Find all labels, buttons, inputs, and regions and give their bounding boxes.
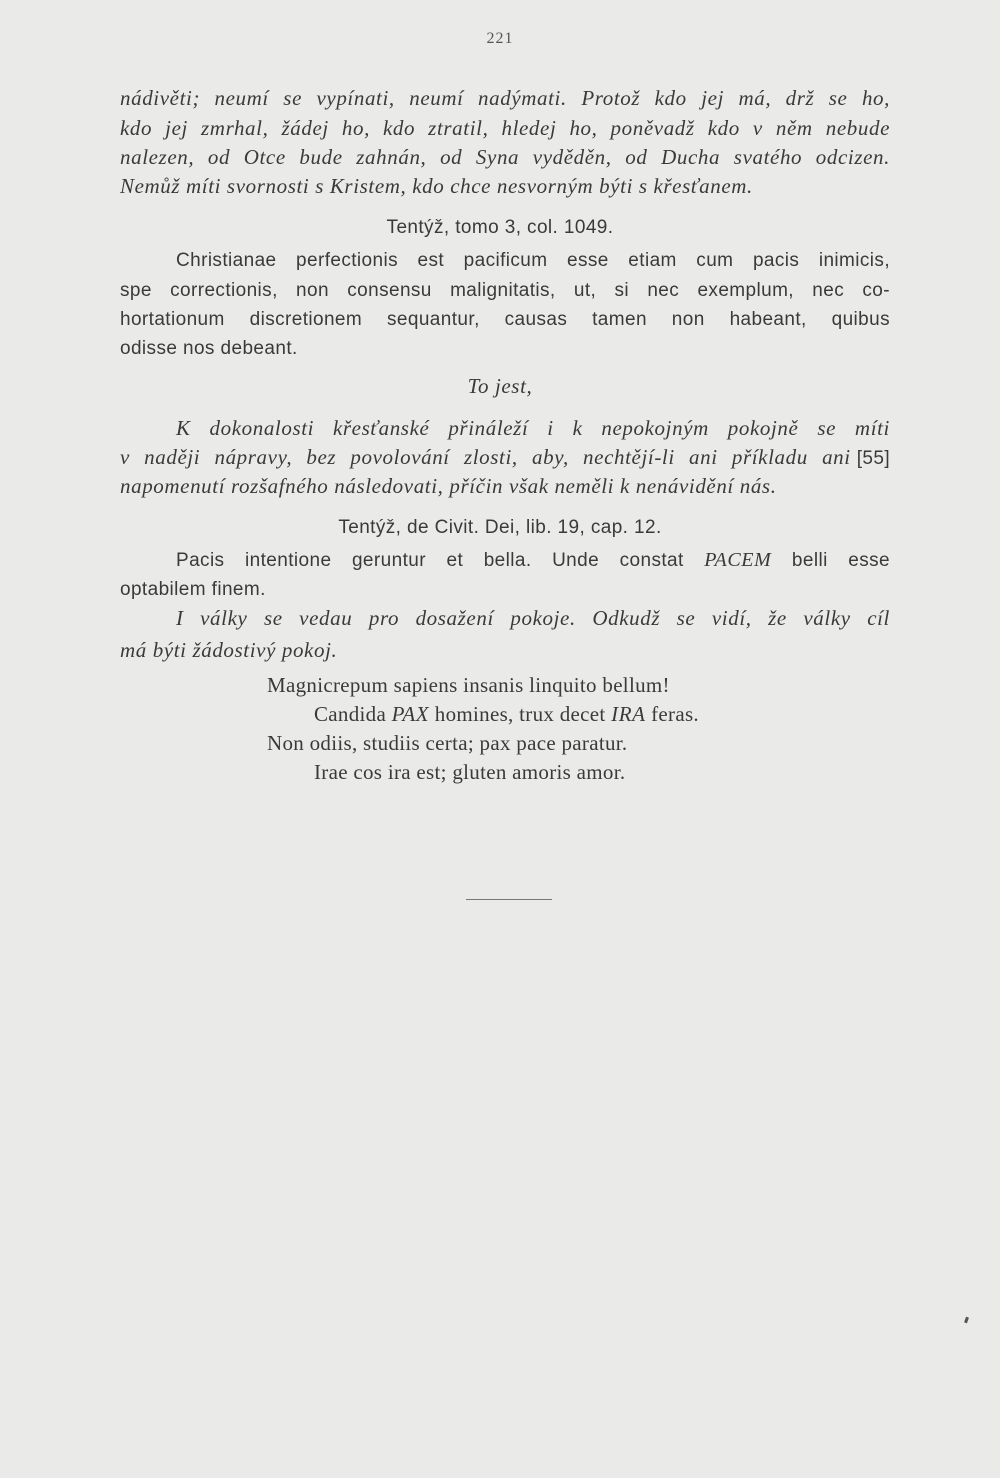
- poem-line-1: Magnicrepum sapiens insanis linquito bellum!: [267, 673, 670, 697]
- poem-line-2: [314, 704, 699, 725]
- citation-1: Tentýž, tomo 3, col. 1049.: [386, 217, 614, 238]
- page-reference: [55]: [856, 448, 890, 469]
- latin-quote-1-line-3: hortationum discretionem sequantur, causas tamen non habeant, quibus: [120, 309, 890, 330]
- czech-quote-3-line-2: má býti žádostivý pokoj.: [120, 638, 338, 662]
- poem-line-2-a: Candida: [314, 702, 387, 726]
- to-jest: To jest,: [467, 374, 533, 398]
- czech-quote-3-line-1: I války se vedau pro dosažení pokoje. Odkudž se vidí, že války cíl: [176, 606, 890, 630]
- latin-quote-1-line-4: odisse nos debeant.: [120, 338, 298, 359]
- poem-line-2-c: feras.: [651, 702, 699, 726]
- latin-quote-2-after: belli esse: [791, 550, 890, 571]
- czech-quote-1-line-1: nádivěti; neumí se vypínati, neumí nadýmati. Protož kdo jej má, drž se ho,: [120, 86, 890, 110]
- page-number: 221: [486, 30, 514, 47]
- czech-quote-1-line-4: Nemůž míti svornosti s Kristem, kdo chce nesvorným býti s křesťanem.: [120, 174, 753, 198]
- czech-quote-2-line-1: K dokonalosti křesťanské přináleží i k nepokojným pokojně se míti: [176, 416, 890, 440]
- latin-quote-1-line-1: Christianae perfectionis est pacificum esse etiam cum pacis inimicis,: [176, 250, 890, 271]
- poem-line-3: Non odiis, studiis certa; pax pace paratur.: [267, 731, 628, 755]
- czech-quote-1-line-2: kdo jej zmrhal, žádej ho, kdo ztratil, hledej ho, poněvadž kdo v něm nebude: [120, 116, 890, 140]
- ira-emphasis: IRA: [611, 702, 646, 726]
- section-divider: [466, 899, 552, 900]
- latin-quote-1-line-2: spe correctionis, non consensu malignitatis, ut, si nec exemplum, nec co-: [120, 280, 890, 301]
- poem-line-2-b: homines, trux decet: [434, 702, 606, 726]
- czech-quote-2-line-2: v naději nápravy, bez povolování zlosti, aby, nechtějí-li ani příkladu ani: [120, 445, 851, 469]
- latin-quote-2-line-1: [176, 550, 890, 570]
- pacem-emphasis: PACEM: [704, 549, 772, 571]
- ink-speck: [964, 1317, 969, 1324]
- pax-emphasis: PAX: [391, 702, 430, 726]
- latin-quote-2-before: Pacis intentione geruntur et bella. Unde constat: [176, 550, 684, 571]
- latin-quote-2-line-2: optabilem finem.: [120, 579, 266, 600]
- poem-line-4: Irae cos ira est; gluten amoris amor.: [314, 760, 626, 784]
- czech-quote-2-line-3: napomenutí rozšafného následovati, příčin však neměli k nenávidění nás.: [120, 474, 777, 498]
- citation-2: Tentýž, de Civit. Dei, lib. 19, cap. 12.: [338, 517, 662, 538]
- czech-quote-2-line-2-row: [120, 447, 890, 468]
- czech-quote-1-line-3: nalezen, od Otce bude zahnán, od Syna vyděděn, od Ducha svatého odcizen.: [120, 145, 890, 169]
